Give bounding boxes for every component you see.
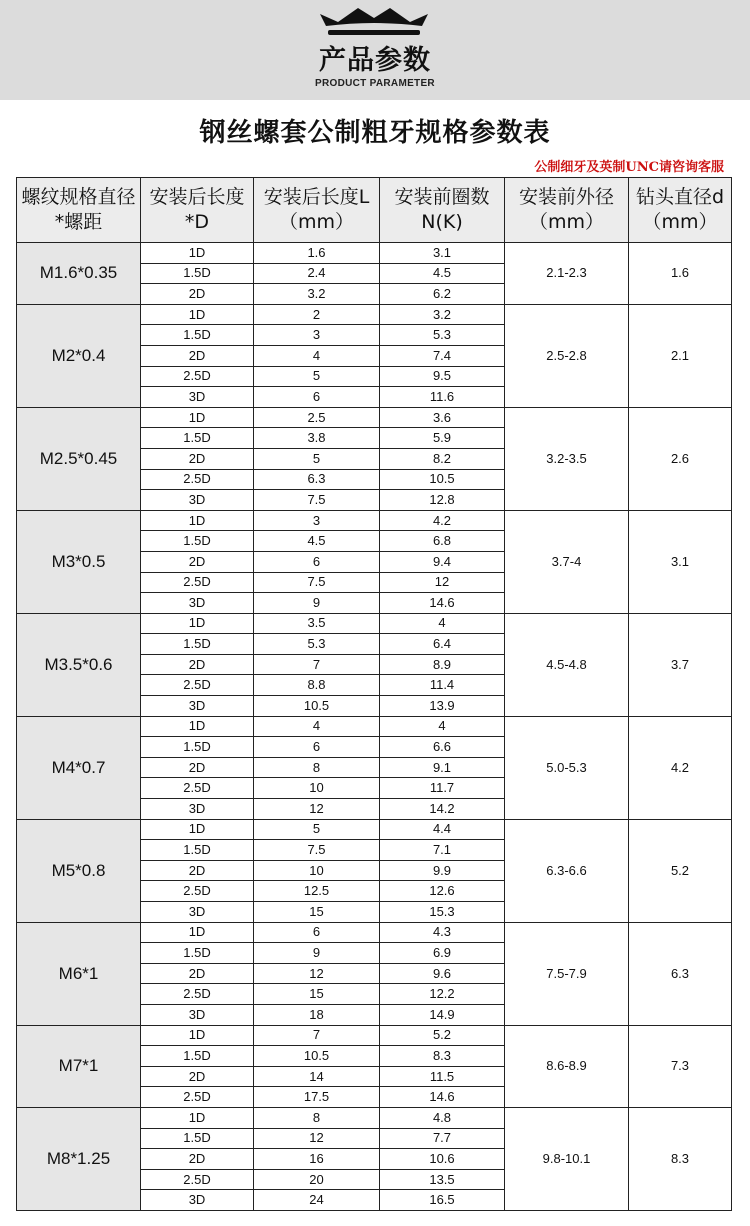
coils-cell: 6.9 <box>380 943 505 964</box>
length-mm-cell: 18 <box>254 1004 380 1025</box>
coils-cell: 12.2 <box>380 984 505 1005</box>
length-d-cell: 2.5D <box>141 572 254 593</box>
spec-table <box>16 177 732 1211</box>
thread-size-cell: M7*1 <box>17 1025 141 1107</box>
length-d-cell: 1.5D <box>141 840 254 861</box>
table-row <box>17 613 732 634</box>
length-d-cell: 2D <box>141 654 254 675</box>
length-d-cell: 2D <box>141 345 254 366</box>
coils-cell: 6.6 <box>380 737 505 758</box>
coils-cell: 7.1 <box>380 840 505 861</box>
thread-size-cell: M3.5*0.6 <box>17 613 141 716</box>
outer-diameter-cell: 2.1-2.3 <box>505 243 629 305</box>
drill-diameter-cell: 1.6 <box>629 243 732 305</box>
thread-size-cell: M3*0.5 <box>17 510 141 613</box>
table-row <box>17 716 732 737</box>
thread-size-cell: M2*0.4 <box>17 304 141 407</box>
table-row <box>17 1107 732 1128</box>
outer-diameter-cell: 4.5-4.8 <box>505 613 629 716</box>
length-d-cell: 3D <box>141 1004 254 1025</box>
coils-cell: 11.4 <box>380 675 505 696</box>
length-d-cell: 1.5D <box>141 325 254 346</box>
length-d-cell: 2D <box>141 551 254 572</box>
coils-cell: 12.6 <box>380 881 505 902</box>
length-mm-cell: 14 <box>254 1066 380 1087</box>
length-mm-cell: 3.8 <box>254 428 380 449</box>
length-mm-cell: 5 <box>254 366 380 387</box>
length-mm-cell: 15 <box>254 902 380 923</box>
length-mm-cell: 1.6 <box>254 243 380 264</box>
length-d-cell: 2.5D <box>141 1169 254 1190</box>
length-d-cell: 2D <box>141 1066 254 1087</box>
coils-cell: 4.3 <box>380 922 505 943</box>
coils-cell: 10.5 <box>380 469 505 490</box>
length-mm-cell: 3.5 <box>254 613 380 634</box>
length-mm-cell: 3 <box>254 325 380 346</box>
drill-diameter-cell: 6.3 <box>629 922 732 1025</box>
consult-note: 公制细牙及英制UNC请咨询客服 <box>534 160 724 175</box>
col-header-coils: 安装前圈数N(K) <box>380 178 505 243</box>
coils-cell: 5.2 <box>380 1025 505 1046</box>
length-mm-cell: 17.5 <box>254 1087 380 1108</box>
table-row <box>17 819 732 840</box>
table-row <box>17 243 732 264</box>
coils-cell: 16.5 <box>380 1190 505 1211</box>
coils-cell: 11.6 <box>380 387 505 408</box>
length-mm-cell: 16 <box>254 1149 380 1170</box>
drill-diameter-cell: 7.3 <box>629 1025 732 1107</box>
coils-cell: 9.4 <box>380 551 505 572</box>
length-d-cell: 1D <box>141 510 254 531</box>
table-header-row <box>17 178 732 243</box>
outer-diameter-cell: 5.0-5.3 <box>505 716 629 819</box>
length-mm-cell: 2 <box>254 304 380 325</box>
coils-cell: 8.3 <box>380 1046 505 1067</box>
length-d-cell: 1.5D <box>141 428 254 449</box>
coils-cell: 12.8 <box>380 490 505 511</box>
length-mm-cell: 7.5 <box>254 840 380 861</box>
col-header-drill-diameter: 钻头直径d（mm） <box>629 178 732 243</box>
thread-size-cell: M1.6*0.35 <box>17 243 141 305</box>
drill-diameter-cell: 2.1 <box>629 304 732 407</box>
length-d-cell: 2D <box>141 1149 254 1170</box>
length-mm-cell: 6.3 <box>254 469 380 490</box>
thread-size-cell: M4*0.7 <box>17 716 141 819</box>
length-d-cell: 3D <box>141 490 254 511</box>
length-mm-cell: 12 <box>254 963 380 984</box>
length-mm-cell: 8 <box>254 757 380 778</box>
coils-cell: 3.6 <box>380 407 505 428</box>
outer-diameter-cell: 2.5-2.8 <box>505 304 629 407</box>
table-row <box>17 407 732 428</box>
length-mm-cell: 3.2 <box>254 284 380 305</box>
drill-diameter-cell: 3.7 <box>629 613 732 716</box>
length-mm-cell: 20 <box>254 1169 380 1190</box>
banner-title: 产品参数 <box>319 45 431 76</box>
length-d-cell: 2D <box>141 448 254 469</box>
thread-size-cell: M6*1 <box>17 922 141 1025</box>
length-d-cell: 1.5D <box>141 634 254 655</box>
length-d-cell: 3D <box>141 1190 254 1211</box>
length-mm-cell: 7.5 <box>254 490 380 511</box>
thread-size-cell: M8*1.25 <box>17 1107 141 1210</box>
length-d-cell: 1.5D <box>141 737 254 758</box>
length-d-cell: 1.5D <box>141 263 254 284</box>
length-mm-cell: 8 <box>254 1107 380 1128</box>
length-d-cell: 2.5D <box>141 984 254 1005</box>
table-body <box>17 243 732 1211</box>
banner-subtitle: PRODUCT PARAMETER <box>315 78 435 89</box>
length-mm-cell: 8.8 <box>254 675 380 696</box>
length-d-cell: 3D <box>141 696 254 717</box>
length-d-cell: 1D <box>141 304 254 325</box>
coils-cell: 4.5 <box>380 263 505 284</box>
coils-cell: 14.2 <box>380 799 505 820</box>
length-mm-cell: 6 <box>254 551 380 572</box>
outer-diameter-cell: 9.8-10.1 <box>505 1107 629 1210</box>
coils-cell: 14.6 <box>380 1087 505 1108</box>
length-d-cell: 2D <box>141 963 254 984</box>
length-d-cell: 2D <box>141 860 254 881</box>
length-mm-cell: 5.3 <box>254 634 380 655</box>
coils-cell: 12 <box>380 572 505 593</box>
coils-cell: 4 <box>380 716 505 737</box>
length-mm-cell: 7 <box>254 1025 380 1046</box>
outer-diameter-cell: 3.2-3.5 <box>505 407 629 510</box>
outer-diameter-cell: 8.6-8.9 <box>505 1025 629 1107</box>
length-mm-cell: 10.5 <box>254 1046 380 1067</box>
length-mm-cell: 5 <box>254 819 380 840</box>
length-mm-cell: 6 <box>254 737 380 758</box>
length-d-cell: 1.5D <box>141 531 254 552</box>
length-mm-cell: 15 <box>254 984 380 1005</box>
coils-cell: 8.2 <box>380 448 505 469</box>
table-row <box>17 304 732 325</box>
length-mm-cell: 9 <box>254 943 380 964</box>
length-mm-cell: 10 <box>254 778 380 799</box>
coils-cell: 13.5 <box>380 1169 505 1190</box>
length-d-cell: 2.5D <box>141 366 254 387</box>
length-d-cell: 1.5D <box>141 1128 254 1149</box>
length-d-cell: 2.5D <box>141 469 254 490</box>
drill-diameter-cell: 2.6 <box>629 407 732 510</box>
coils-cell: 4 <box>380 613 505 634</box>
length-mm-cell: 4 <box>254 345 380 366</box>
thread-size-cell: M2.5*0.45 <box>17 407 141 510</box>
length-d-cell: 2D <box>141 757 254 778</box>
coils-cell: 4.8 <box>380 1107 505 1128</box>
coils-cell: 9.5 <box>380 366 505 387</box>
length-d-cell: 1.5D <box>141 943 254 964</box>
table-row <box>17 1025 732 1046</box>
length-mm-cell: 4 <box>254 716 380 737</box>
coils-cell: 6.2 <box>380 284 505 305</box>
coils-cell: 4.4 <box>380 819 505 840</box>
length-d-cell: 1D <box>141 243 254 264</box>
drill-diameter-cell: 3.1 <box>629 510 732 613</box>
length-d-cell: 1D <box>141 716 254 737</box>
length-d-cell: 2.5D <box>141 1087 254 1108</box>
outer-diameter-cell: 3.7-4 <box>505 510 629 613</box>
length-mm-cell: 6 <box>254 387 380 408</box>
coils-cell: 14.6 <box>380 593 505 614</box>
col-header-outer-diameter: 安装前外径（mm） <box>505 178 629 243</box>
length-mm-cell: 7.5 <box>254 572 380 593</box>
coils-cell: 3.2 <box>380 304 505 325</box>
table-title: 钢丝螺套公制粗牙规格参数表 <box>199 118 551 148</box>
length-mm-cell: 6 <box>254 922 380 943</box>
length-d-cell: 2.5D <box>141 778 254 799</box>
thread-size-cell: M5*0.8 <box>17 819 141 922</box>
coils-cell: 6.4 <box>380 634 505 655</box>
length-mm-cell: 9 <box>254 593 380 614</box>
length-d-cell: 1.5D <box>141 1046 254 1067</box>
length-mm-cell: 2.5 <box>254 407 380 428</box>
length-mm-cell: 3 <box>254 510 380 531</box>
length-d-cell: 1D <box>141 613 254 634</box>
table-row <box>17 510 732 531</box>
length-d-cell: 3D <box>141 387 254 408</box>
coils-cell: 11.5 <box>380 1066 505 1087</box>
drill-diameter-cell: 8.3 <box>629 1107 732 1210</box>
length-d-cell: 1D <box>141 407 254 428</box>
length-mm-cell: 5 <box>254 448 380 469</box>
col-header-length-d: 安装后长度*D <box>141 178 254 243</box>
coils-cell: 7.7 <box>380 1128 505 1149</box>
coils-cell: 8.9 <box>380 654 505 675</box>
length-mm-cell: 4.5 <box>254 531 380 552</box>
outer-diameter-cell: 7.5-7.9 <box>505 922 629 1025</box>
length-d-cell: 3D <box>141 799 254 820</box>
coils-cell: 13.9 <box>380 696 505 717</box>
length-mm-cell: 24 <box>254 1190 380 1211</box>
col-header-length-mm: 安装后长度L（mm） <box>254 178 380 243</box>
length-d-cell: 3D <box>141 593 254 614</box>
coils-cell: 11.7 <box>380 778 505 799</box>
length-mm-cell: 2.4 <box>254 263 380 284</box>
coils-cell: 5.3 <box>380 325 505 346</box>
length-mm-cell: 12 <box>254 1128 380 1149</box>
length-d-cell: 2D <box>141 284 254 305</box>
coils-cell: 5.9 <box>380 428 505 449</box>
coils-cell: 10.6 <box>380 1149 505 1170</box>
length-d-cell: 1D <box>141 922 254 943</box>
coils-cell: 7.4 <box>380 345 505 366</box>
coils-cell: 6.8 <box>380 531 505 552</box>
length-mm-cell: 12.5 <box>254 881 380 902</box>
col-header-size: 螺纹规格直径*螺距 <box>17 178 141 243</box>
coils-cell: 9.6 <box>380 963 505 984</box>
length-d-cell: 2.5D <box>141 881 254 902</box>
header-banner <box>0 0 750 100</box>
coils-cell: 14.9 <box>380 1004 505 1025</box>
coils-cell: 15.3 <box>380 902 505 923</box>
length-d-cell: 1D <box>141 819 254 840</box>
table-row <box>17 922 732 943</box>
drill-diameter-cell: 5.2 <box>629 819 732 922</box>
coils-cell: 4.2 <box>380 510 505 531</box>
drill-diameter-cell: 4.2 <box>629 716 732 819</box>
length-mm-cell: 10 <box>254 860 380 881</box>
length-d-cell: 2.5D <box>141 675 254 696</box>
length-d-cell: 1D <box>141 1107 254 1128</box>
length-mm-cell: 10.5 <box>254 696 380 717</box>
length-mm-cell: 12 <box>254 799 380 820</box>
length-mm-cell: 7 <box>254 654 380 675</box>
crown-icon <box>318 6 430 38</box>
coils-cell: 9.9 <box>380 860 505 881</box>
outer-diameter-cell: 6.3-6.6 <box>505 819 629 922</box>
coils-cell: 3.1 <box>380 243 505 264</box>
length-d-cell: 1D <box>141 1025 254 1046</box>
length-d-cell: 3D <box>141 902 254 923</box>
coils-cell: 9.1 <box>380 757 505 778</box>
